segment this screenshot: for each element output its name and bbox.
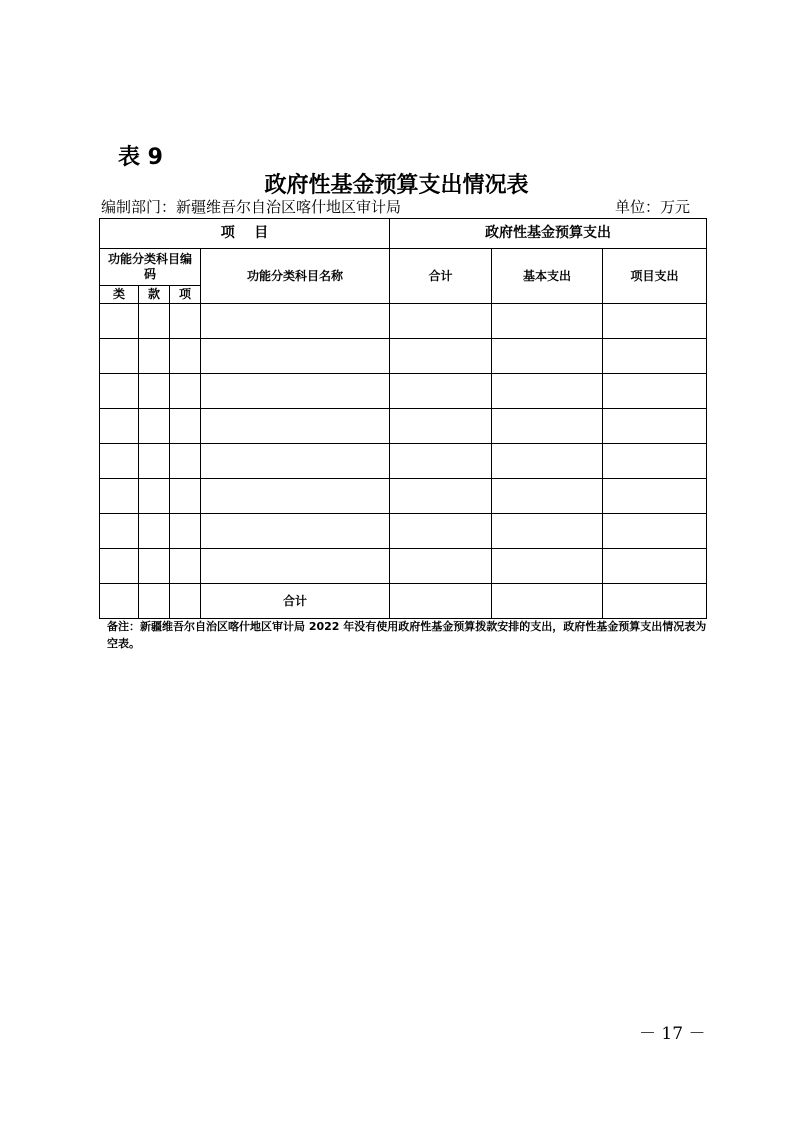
table-cell [139, 479, 170, 514]
table-cell [139, 549, 170, 584]
header-expenditure: 政府性基金预算支出 [390, 219, 707, 249]
table-cell [390, 444, 492, 479]
table-cell [170, 304, 201, 339]
table-cell [390, 584, 492, 619]
table-cell [139, 374, 170, 409]
table-cell [170, 339, 201, 374]
table-cell [603, 304, 707, 339]
table-cell [201, 304, 390, 339]
table-cell [603, 409, 707, 444]
table-cell [170, 549, 201, 584]
table-row [100, 339, 707, 374]
table-cell [170, 374, 201, 409]
col-project-header: 项目支出 [603, 249, 707, 304]
table-cell [100, 479, 139, 514]
document-title: 政府性基金预算支出情况表 [264, 173, 529, 198]
name-header: 功能分类科目名称 [201, 249, 390, 304]
table-cell [603, 374, 707, 409]
table-row [100, 409, 707, 444]
table-cell [139, 444, 170, 479]
table-cell [492, 339, 603, 374]
table-cell [100, 549, 139, 584]
table-cell [603, 339, 707, 374]
table-cell [603, 479, 707, 514]
table-cell [492, 374, 603, 409]
table-cell [603, 584, 707, 619]
table-cell [201, 444, 390, 479]
code-item-header: 项 [170, 286, 201, 304]
header-row-2 [100, 249, 707, 286]
table-cell [603, 549, 707, 584]
table-cell [492, 409, 603, 444]
table-cell [492, 514, 603, 549]
table-cell [492, 444, 603, 479]
table-cell [170, 584, 201, 619]
table-cell [201, 409, 390, 444]
col-total-header: 合计 [390, 249, 492, 304]
table-cell [201, 374, 390, 409]
table-cell [100, 339, 139, 374]
table-row [100, 304, 707, 339]
header-item: 项 目 [100, 219, 390, 249]
table-cell [100, 444, 139, 479]
table-cell [170, 444, 201, 479]
table-cell [100, 514, 139, 549]
table-cell [170, 479, 201, 514]
total-row-label: 合计 [201, 584, 390, 619]
total-row [100, 584, 707, 619]
table-cell [390, 409, 492, 444]
table-cell [201, 549, 390, 584]
table-cell [170, 514, 201, 549]
page-number: － 17 － [639, 1024, 706, 1044]
table-row [100, 374, 707, 409]
expenditure-table [99, 218, 707, 619]
table-cell [100, 409, 139, 444]
table-cell [100, 304, 139, 339]
table-cell [139, 304, 170, 339]
compiling-department: 编制部门：新疆维吾尔自治区喀什地区审计局 [101, 198, 402, 216]
table-cell [390, 479, 492, 514]
table-cell [492, 549, 603, 584]
table-cell [492, 584, 603, 619]
table-cell [390, 549, 492, 584]
table-row [100, 479, 707, 514]
table-cell [170, 409, 201, 444]
table-cell [139, 409, 170, 444]
table-cell [201, 514, 390, 549]
table-cell [492, 479, 603, 514]
header-row-1 [100, 219, 707, 249]
table-cell [603, 514, 707, 549]
table-cell [139, 514, 170, 549]
table-cell [390, 339, 492, 374]
code-section-header: 款 [139, 286, 170, 304]
table-cell [390, 304, 492, 339]
col-basic-header: 基本支出 [492, 249, 603, 304]
footnote: 备注：新疆维吾尔自治区喀什地区审计局 2022 年没有使用政府性基金预算拨款安排的支出，政府性基金预算支出情况表为空表。 [107, 620, 707, 650]
table-cell [201, 479, 390, 514]
table-cell [492, 304, 603, 339]
table-cell [139, 584, 170, 619]
table-cell [390, 374, 492, 409]
table-cell [603, 444, 707, 479]
table-cell [100, 584, 139, 619]
table-cell [100, 374, 139, 409]
table-row [100, 549, 707, 584]
table-cell [390, 514, 492, 549]
table-cell [139, 339, 170, 374]
table-cell [201, 339, 390, 374]
code-class-header: 类 [100, 286, 139, 304]
table-number: 表 9 [118, 145, 163, 170]
table-row [100, 514, 707, 549]
code-header: 功能分类科目编码 [100, 249, 201, 286]
table-row [100, 444, 707, 479]
unit-label: 单位：万元 [614, 198, 690, 216]
